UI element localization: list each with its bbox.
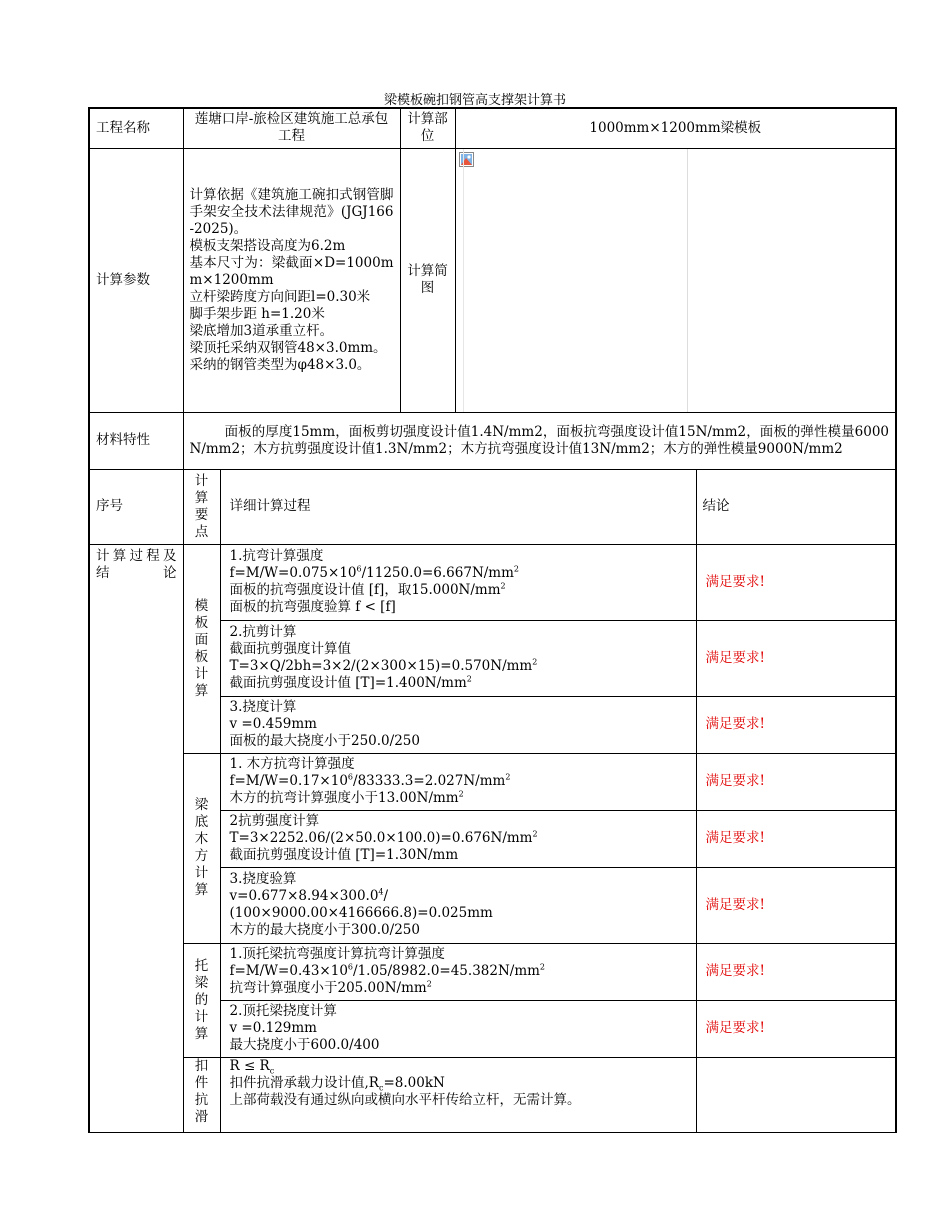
col-header-process: 详细计算过程 (220, 469, 696, 544)
calc-diagram-label: 计算简图 (400, 148, 455, 412)
result-ok: 满足要求! (696, 544, 896, 620)
param-line: 基本尺寸为：梁截面×D=1000mm×1200mm (189, 254, 394, 288)
result-empty (696, 1057, 896, 1132)
calc-item: 2.顶托梁挠度计算 v =0.129mm 最大挠度小于600.0/400 (220, 1000, 696, 1057)
calc-process-label: 计算过程及结论 (89, 544, 183, 1132)
material-text: 面板的厚度15mm，面板剪切强度设计值1.4N/mm2，面板抗弯强度设计值15N/mm2，面板的弹性模量6000N/mm2；木方抗剪强度设计值1.3N/mm2；木方抗弯强度设计值13N/mm2；木方的弹性模量9000N/mm2 (183, 412, 896, 469)
calc-item: 2抗剪强度计算 $T=3\times 2252.06/(2\times 50.0\times 100.0)=0.676N/mm^2$ 截面抗剪强度设计值 [T]=1.30N/mm (220, 810, 696, 867)
calc-item: $R \le R_c$ 扣件抗滑承载力设计值$,R_c=8.00kN$ 上部荷载没有通过纵向或横向水平杆传给立杆，无需计算。 (220, 1057, 696, 1132)
col-header-result: 结论 (696, 469, 896, 544)
group-title-panel: 模板面板计算 (183, 544, 220, 753)
group-title-fastener: 扣件抗滑 (183, 1057, 220, 1132)
calc-item: 3.挠度计算 v =0.459mm 面板的最大挠度小于250.0/250 (220, 696, 696, 753)
result-ok: 满足要求! (696, 753, 896, 810)
calc-diagram (455, 148, 896, 412)
group-title-beam: 托梁的计算 (183, 943, 220, 1057)
param-line: 立杆梁跨度方向间距l=0.30米 (189, 288, 371, 305)
param-line: 脚手架步距 h=1.20米 (189, 305, 325, 322)
param-line: 模板支架搭设高度为6.2m (189, 237, 346, 254)
broken-image-icon (459, 152, 474, 167)
result-ok: 满足要求! (696, 620, 896, 696)
calculation-sheet (88, 107, 897, 1133)
diagram-guide-line (687, 149, 688, 412)
calc-item: 3.挠度验算 $v=0.677\times 8.94\times 300.0^4/$ (100×9000.00×4166666.8)=0.025mm 木方的最大挠度小于300.0/250 (220, 867, 696, 943)
result-ok: 满足要求! (696, 696, 896, 753)
document-title: 梁模板碗扣钢管高支撑架计算书 (383, 93, 566, 108)
result-ok: 满足要求! (696, 943, 896, 1000)
calc-item: 1. 木方抗弯计算强度 $f=M/W=0.17\times 10^6/83333.3=2.027N/mm^2$ 木方的抗弯计算强度小于$13.00N/mm^2$ (220, 753, 696, 810)
calc-params-label: 计算参数 (89, 148, 183, 412)
calc-part-value: 1000mm×1200mm梁模板 (455, 108, 896, 148)
param-line: 计算依据《建筑施工碗扣式钢管脚手架安全技术法律规范》(JGJ166-2025)。 (189, 186, 394, 237)
param-line: 梁底增加3道承重立杆。 (189, 322, 334, 339)
calc-item: 2.抗剪计算 截面抗剪强度计算值 $T=3\times Q/2bh=3\times 2/(2\times 300\times 15)=0.570N/mm^2$ 截面抗剪强度设计值 $[T]=1.400N/mm^2$ (220, 620, 696, 696)
param-line: 梁顶托采纳双钢管48×3.0mm。 (189, 339, 387, 356)
diagram-guide-line (463, 149, 464, 412)
param-line: 采纳的钢管类型为φ48×3.0。 (189, 356, 371, 373)
project-name-value: 莲塘口岸-旅检区建筑施工总承包工程 (183, 108, 400, 148)
result-ok: 满足要求! (696, 810, 896, 867)
col-header-no: 序号 (89, 469, 183, 544)
result-ok: 满足要求! (696, 867, 896, 943)
calc-params-text (183, 148, 400, 412)
group-title-wood: 梁底木方计算 (183, 753, 220, 943)
calc-part-label: 计算部位 (400, 108, 455, 148)
project-name-label: 工程名称 (89, 108, 183, 148)
calc-item: 1.抗弯计算强度 $f=M/W=0.075\times 10^6/11250.0=6.667N/mm^2$ 面板的抗弯强度设计值 [f]，取$15.000N/mm^2$ 面板的抗弯强度验算 f < [f] (220, 544, 696, 620)
material-label: 材料特性 (89, 412, 183, 469)
calc-item: 1.顶托梁抗弯强度计算抗弯计算强度 $f=M/W=0.43\times 10^6/1.05/8982.0=45.382N/mm^2$ 抗弯计算强度小于$205.00N/mm^2$ (220, 943, 696, 1000)
result-ok: 满足要求! (696, 1000, 896, 1057)
col-header-key: 计算要点 (183, 469, 220, 544)
